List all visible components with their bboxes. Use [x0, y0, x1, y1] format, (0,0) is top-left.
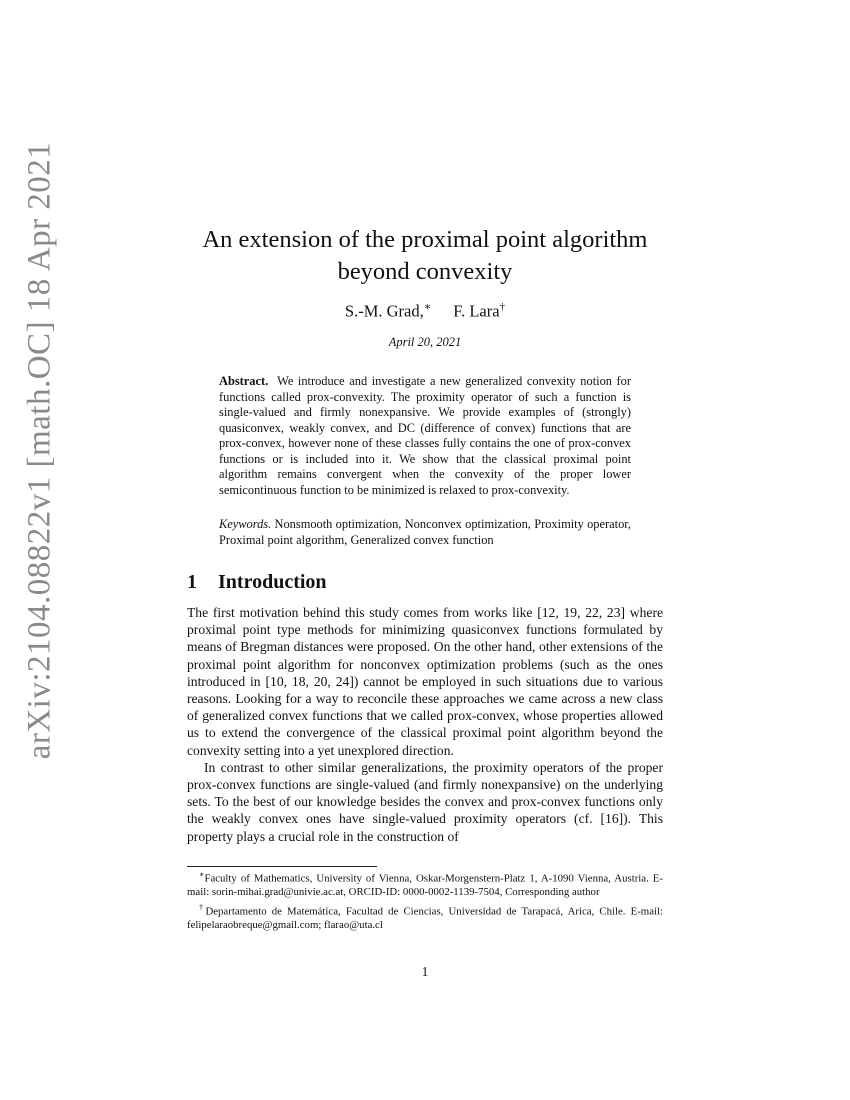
footnote-1-mark: ∗ — [199, 870, 205, 879]
section-body — [187, 604, 663, 845]
page-number: 1 — [421, 964, 429, 979]
author-grad: S.-M. Grad, — [344, 301, 424, 321]
paper-title-line-1: An extension of the proximal point algorithm — [202, 226, 648, 253]
section-title: Introduction — [218, 571, 327, 593]
author-lara-footnote-mark[interactable]: † — [499, 301, 506, 313]
section-number: 1 — [187, 571, 197, 593]
paper-title — [150, 224, 700, 288]
section-heading — [187, 571, 327, 594]
keywords-label: Keywords. — [219, 517, 272, 531]
paper-date: April 20, 2021 — [388, 335, 462, 349]
footnote-2-text: Departamento de Matemática, Facultad de Ciencias, Universidad de Tarapacá, Arica, Chile. E-mail: felipelaraobreque@gmail.com; flarao@uta.cl — [187, 905, 663, 931]
author-lara: F. Lara — [453, 301, 500, 321]
footnote-1 — [187, 868, 663, 900]
abstract-label: Abstract. — [219, 374, 269, 388]
keywords-text: Nonsmooth optimization, Nonconvex optimization, Proximity operator, Proximal point algorithm, Generalized convex function — [219, 517, 631, 547]
footnote-rule — [187, 866, 377, 867]
footnote-2 — [187, 901, 663, 933]
author-list — [200, 300, 650, 322]
abstract-text: We introduce and investigate a new generalized convexity notion for functions called prox-convexity. The proximity operator of such a function is single-valued and firmly nonexpansive. We provide examples of (strongly) quasiconvex, weakly convex, and DC (difference of convex) functions that are prox-convex, however none of these classes fully contains the one of prox-convex functions or is included into it. We show that the classical proximal point algorithm remains convergent when the convexity of the proper lower semicontinuous function to be minimized is relaxed to prox-convexity. — [219, 374, 631, 497]
keywords — [219, 517, 631, 548]
abstract — [219, 374, 631, 498]
author-grad-footnote-mark[interactable]: ∗ — [423, 301, 432, 313]
footnote-2-mark: † — [199, 902, 206, 912]
body-paragraph: The first motivation behind this study comes from works like [12, 19, 22, 23] where proximal point type methods for minimizing quasiconvex functions formulated by means of Bregman distances were proposed. On the other hand, other extensions of the proximal point algorithm for nonconvex optimization problems (such as the ones introduced in [10, 18, 20, 24]) cannot be employed in such situations due to various reasons. Looking for a way to reconcile these approaches we came across a new class of generalized convex functions that we called prox-convex, whose properties allowed us to extend the convergence of the classical proximal point algorithm beyond the convexity setting into a yet unexplored direction. — [187, 605, 663, 758]
footnotes — [187, 868, 663, 933]
body-paragraph: In contrast to other similar generalizations, the proximity operators of the proper prox-convex functions are single-valued (and firmly nonexpansive) on the underlying sets. To the best of our knowledge besides the convex and prox-convex functions only the weakly convex ones have single-valued proximity operators (cf. [16]). This property plays a crucial role in the construction of — [187, 759, 663, 844]
arxiv-identifier-stamp — [12, 141, 68, 759]
arxiv-identifier-text: arXiv:2104.08822v1 [math.OC] 18 Apr 2021 — [21, 141, 58, 759]
footnote-1-text: Faculty of Mathematics, University of Vienna, Oskar-Morgenstern-Platz 1, A-1090 Vienna, Austria. E-mail: sorin-mihai.grad@univie.ac.at, ORCID-ID: 0000-0002-1139-7504, Corresponding author — [187, 872, 663, 899]
paper-title-line-2: beyond convexity — [337, 258, 513, 285]
